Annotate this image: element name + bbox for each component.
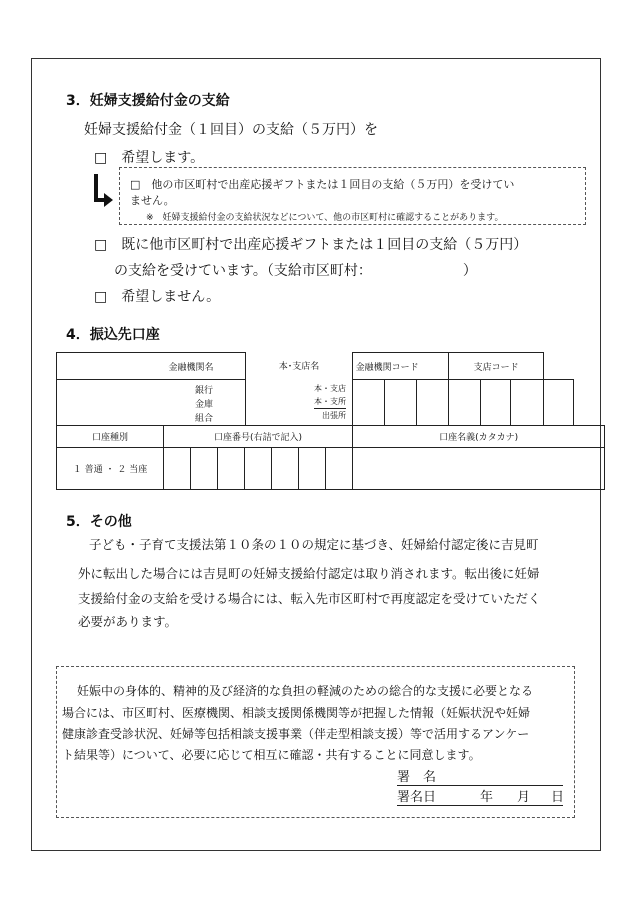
sub-option-check[interactable]: □ 他の市区町村で出産応援ギフトまたは１回目の支給（５万円）を受けてい: [130, 178, 515, 191]
sign-date-day: 日: [551, 790, 565, 805]
sign-date-field[interactable]: [397, 786, 563, 806]
header-branch-code: 支店コード: [449, 353, 544, 380]
option-not-wish[interactable]: □ 希望しません。: [94, 289, 221, 305]
bank-code-cell[interactable]: [385, 380, 417, 426]
section5-line-4: 必要があります。: [78, 614, 178, 629]
branch-code-cell[interactable]: [511, 380, 544, 426]
bank-type-kinko: 金庫: [195, 400, 214, 410]
signature-label: 署 名: [397, 770, 437, 785]
sign-date-year: 年: [480, 790, 494, 805]
bank-code-cell[interactable]: [449, 380, 481, 426]
account-number-cell[interactable]: [191, 448, 218, 490]
sign-date-month: 月: [517, 790, 531, 805]
consent-line-2: 場合には、市区町村、医療機関、相談支援関係機関等が把握した情報（妊娠状況や妊婦: [62, 706, 531, 720]
branch-code-cell[interactable]: [544, 380, 574, 426]
header-account-type: 口座種別: [57, 426, 164, 448]
branch-name-header-overlay: 本･支店名: [245, 352, 353, 379]
section5-line-2: 外に転出した場合には吉見町の妊婦支援給付認定は取り消されます。転出後に妊婦: [78, 566, 540, 581]
header-account-number: 口座番号(右詰で記入): [164, 426, 353, 448]
account-number-cell[interactable]: [245, 448, 272, 490]
branch-code-cell[interactable]: [481, 380, 511, 426]
section5-title: 5．その他: [66, 514, 132, 530]
header-bank-code: 金融機関コード: [326, 353, 449, 380]
account-number-cell[interactable]: [272, 448, 299, 490]
sub-option-box: [119, 167, 586, 225]
account-number-cell[interactable]: [164, 448, 191, 490]
account-number-cell[interactable]: [218, 448, 245, 490]
account-holder-field[interactable]: [353, 448, 605, 490]
account-number-cell[interactable]: [326, 448, 353, 490]
option-already-received-cont: の支給を受けています。（支給市区町村： ）: [114, 263, 477, 279]
section5-line-3: 支援給付金の支給を受ける場合には、転入先市区町村で再度認定を受けていただく: [78, 591, 541, 606]
branch-type-honshiten: 本・支店: [314, 384, 346, 393]
account-type-value[interactable]: １ 普通 ・ ２ 当座: [57, 448, 164, 490]
bank-type-bank: 銀行: [195, 386, 214, 396]
sign-date-label: 署名日: [397, 790, 437, 805]
section3-title: 3．妊婦支援給付金の支給: [66, 93, 230, 109]
account-number-cell[interactable]: [299, 448, 326, 490]
bank-code-cell[interactable]: [353, 380, 385, 426]
header-bank-name: 金融機関名: [57, 353, 326, 380]
section3-intro: 妊婦支援給付金（１回目）の支給（５万円）を: [84, 122, 378, 138]
consent-line-1: 妊娠中の身体的、精神的及び経済的な負担の軽減のための総合的な支援に必要となる: [77, 684, 534, 698]
arrow-down-right-icon: [91, 172, 115, 212]
consent-line-3: 健康診査受診状況、妊婦等包括相談支援事業（伴走型相談支援）等で活用するアンケー: [62, 727, 530, 741]
option-already-received[interactable]: □ 既に他市区町村で出産応援ギフトまたは１回目の支給（５万円）: [94, 237, 528, 253]
section5-line-1: 子ども・子育て支援法第１０条の１０の規定に基づき、妊婦給付認定後に吉見町: [89, 537, 539, 552]
branch-type-honshisho: 本・支所: [314, 397, 346, 406]
option-wish[interactable]: □ 希望します。: [94, 150, 205, 166]
signature-field[interactable]: [397, 766, 563, 786]
header-account-holder: 口座名義(カタカナ): [353, 426, 605, 448]
consent-line-4: ト結果等）について、必要に応じて相互に確認・共有することに同意します。: [62, 748, 481, 762]
bank-code-cell[interactable]: [417, 380, 449, 426]
sub-option-note: ※ 妊婦支援給付金の支給状況などについて、他の市区町村に確認することがあります。: [146, 213, 504, 223]
sub-option-check-cont: ません。: [130, 194, 175, 207]
branch-name-field[interactable]: [245, 379, 353, 425]
bank-type-kumiai: 組合: [195, 414, 214, 424]
branch-type-shutchojo: 出張所: [314, 408, 346, 422]
section4-title: 4．振込先口座: [66, 327, 160, 343]
